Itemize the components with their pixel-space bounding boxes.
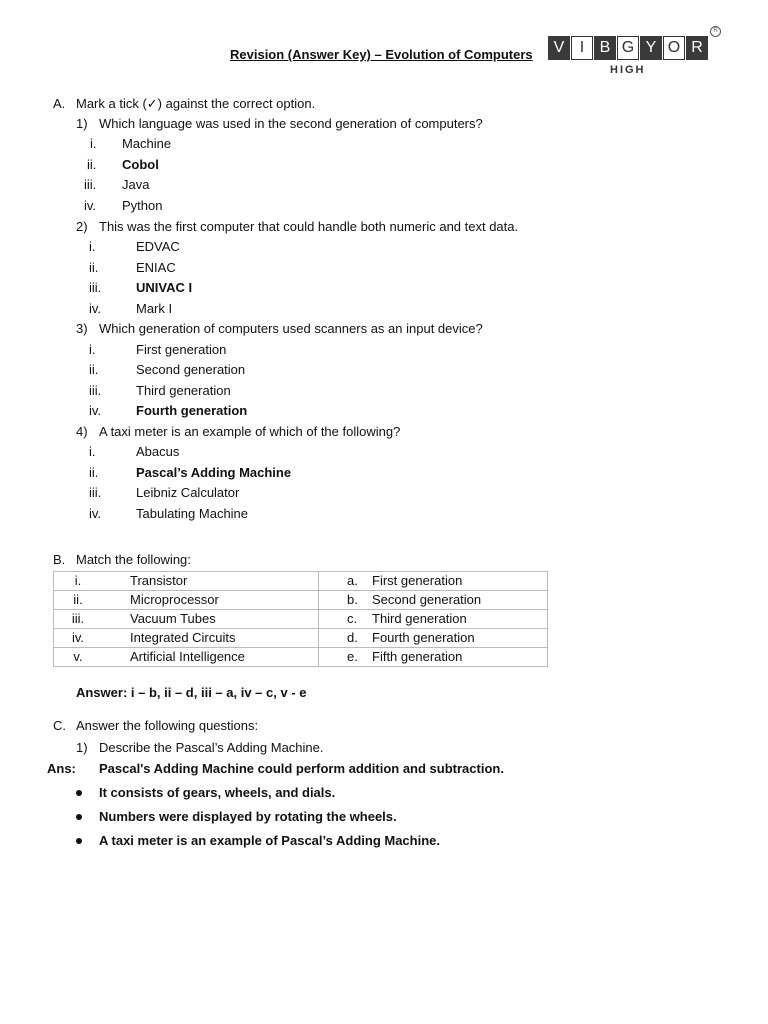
option-number: i.: [89, 342, 96, 357]
option-text: ENIAC: [136, 260, 176, 275]
question-number: 3): [76, 321, 88, 336]
option-text: Java: [122, 177, 150, 192]
right-letter: a.: [347, 573, 358, 588]
right-term: Third generation: [372, 611, 467, 626]
right-letter: d.: [347, 630, 358, 645]
logo-letter: R: [686, 36, 708, 60]
left-term: Transistor: [130, 573, 188, 588]
logo-subtitle: HIGH: [610, 64, 646, 76]
correct-option-text: Pascal’s Adding Machine: [136, 465, 292, 480]
bullet-icon: [76, 838, 82, 844]
logo-letter: B: [594, 36, 616, 60]
option-number: iv.: [89, 301, 102, 316]
question-text: Describe the Pascal’s Adding Machine.: [99, 740, 324, 755]
question-number: 4): [76, 424, 88, 439]
left-number: i.: [74, 573, 82, 588]
table-row: [54, 572, 548, 591]
option-number: iii.: [89, 280, 102, 295]
question-text: This was the first computer that could handle both numeric and text data.: [99, 219, 519, 234]
left-number: iii.: [71, 611, 85, 626]
left-term: Vacuum Tubes: [130, 611, 216, 626]
answer-bullet: It consists of gears, wheels, and dials.: [99, 785, 336, 800]
section-b-label: B.: [53, 552, 66, 567]
left-term: Integrated Circuits: [130, 630, 236, 645]
option-text: Tabulating Machine: [136, 506, 249, 521]
match-table: [53, 571, 548, 667]
answer-bullet: A taxi meter is an example of Pascal’s Adding Machine.: [99, 833, 441, 848]
option-text: Python: [122, 198, 163, 213]
option-number: i.: [89, 444, 96, 459]
section-a-instruction: Mark a tick (✓) against the correct option.: [76, 96, 316, 111]
answer-text: Pascal's Adding Machine could perform addition and subtraction.: [99, 761, 504, 776]
left-term: Microprocessor: [130, 592, 219, 607]
answer-label: Ans:: [47, 761, 76, 776]
question-text: A taxi meter is an example of which of the following?: [99, 424, 401, 439]
logo-letter: I: [571, 36, 593, 60]
option-text: EDVAC: [136, 239, 180, 254]
option-text: First generation: [136, 342, 227, 357]
table-row: [54, 610, 548, 629]
left-number: ii.: [73, 592, 83, 607]
right-term: Fifth generation: [372, 649, 463, 664]
answer-bullet: Numbers were displayed by rotating the wheels.: [99, 809, 397, 824]
vibgyor-logo: [548, 36, 712, 62]
correct-option-text: UNIVAC I: [136, 280, 193, 295]
option-number: ii.: [89, 465, 99, 480]
logo-letter: Y: [640, 36, 662, 60]
table-row: [54, 648, 548, 667]
logo-letter: O: [663, 36, 685, 60]
left-number: iv.: [71, 630, 85, 645]
logo-letter: V: [548, 36, 570, 60]
section-c-instruction: Answer the following questions:: [76, 718, 259, 733]
right-letter: c.: [347, 611, 358, 626]
question-text: Which language was used in the second generation of computers?: [99, 116, 483, 131]
correct-option-text: Fourth generation: [136, 403, 248, 418]
page-title: Revision (Answer Key) – Evolution of Computers: [230, 47, 533, 62]
bullet-icon: [76, 790, 82, 796]
table-row: [54, 591, 548, 610]
section-a-label: A.: [53, 96, 66, 111]
option-number: i.: [89, 239, 96, 254]
question-number: 1): [76, 116, 88, 131]
option-number: iii.: [89, 485, 102, 500]
option-text: Second generation: [136, 362, 246, 377]
question-number: 1): [76, 740, 88, 755]
right-letter: e.: [347, 649, 358, 664]
option-number: ii.: [89, 362, 99, 377]
table-row: [54, 629, 548, 648]
registered-mark: R: [710, 26, 721, 37]
option-number: i.: [90, 136, 97, 151]
question-text: Which generation of computers used scanners as an input device?: [99, 321, 483, 336]
left-number: v.: [73, 649, 83, 664]
logo-letter: G: [617, 36, 639, 60]
option-number: iv.: [89, 506, 102, 521]
option-number: iv.: [89, 403, 102, 418]
option-number: iii.: [89, 383, 102, 398]
option-number: iii.: [84, 177, 97, 192]
option-text: Machine: [122, 136, 172, 151]
left-term: Artificial Intelligence: [130, 649, 245, 664]
right-term: Second generation: [372, 592, 482, 607]
section-c-label: C.: [53, 718, 66, 733]
right-term: Fourth generation: [372, 630, 475, 645]
question-number: 2): [76, 219, 88, 234]
option-text: Leibniz Calculator: [136, 485, 240, 500]
match-answer: Answer: i – b, ii – d, iii – a, iv – c, v - e: [76, 685, 307, 700]
bullet-icon: [76, 814, 82, 820]
section-b-instruction: Match the following:: [76, 552, 191, 567]
option-number: ii.: [87, 157, 97, 172]
right-term: First generation: [372, 573, 463, 588]
option-text: Mark I: [136, 301, 173, 316]
option-number: iv.: [84, 198, 97, 213]
option-number: ii.: [89, 260, 99, 275]
option-text: Third generation: [136, 383, 231, 398]
option-text: Abacus: [136, 444, 180, 459]
right-letter: b.: [347, 592, 358, 607]
correct-option-text: Cobol: [122, 157, 159, 172]
